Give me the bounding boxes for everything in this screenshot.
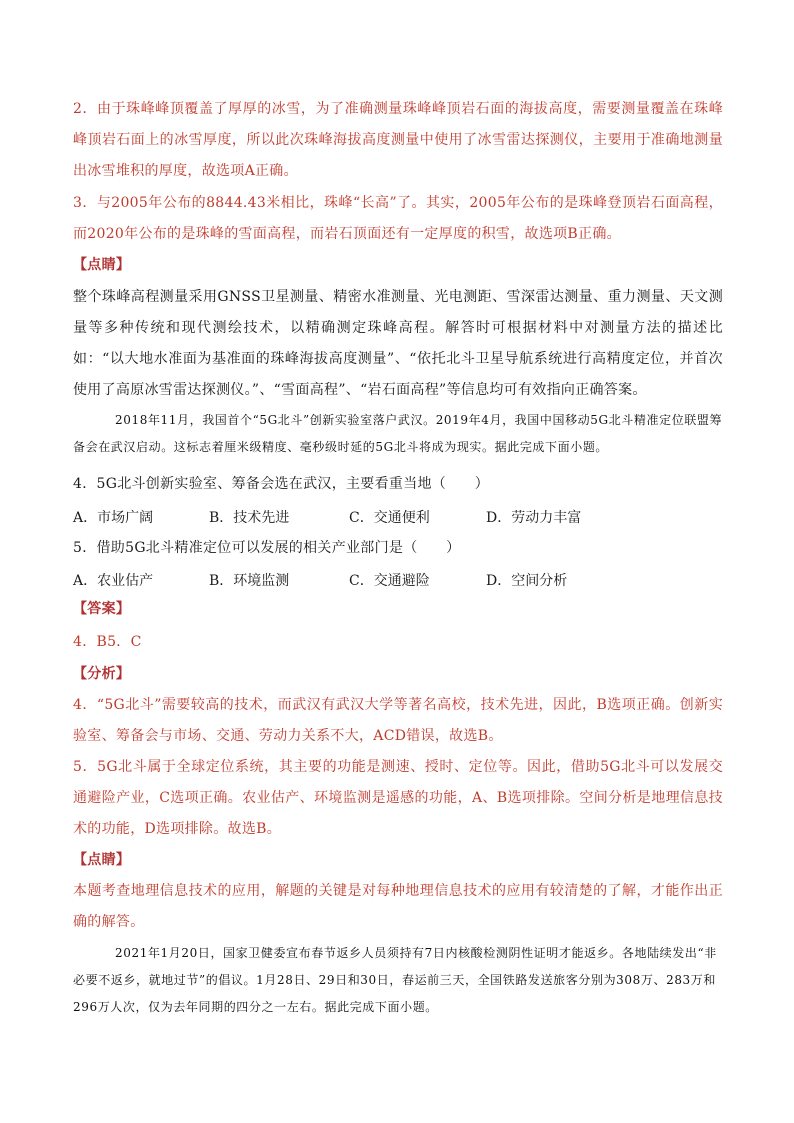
dianjing-paragraph-2: 本题考查地理信息技术的应用，解题的关键是对每种地理信息技术的应用有较清楚的了解，才能作出正确的解答。 xyxy=(73,883,723,930)
analysis-q4: 4．“5G北斗”需要较高的技术，而武汉有武汉大学等著名高校，技术先进，因此，B选项正确。创新实验室、筹备会与市场、交通、劳动力关系不大，ACD错误，故选B。 xyxy=(73,697,723,744)
question-4-options xyxy=(73,507,733,535)
q4-option-d: D．劳动力丰富 xyxy=(486,510,582,526)
explanation-q3: 3．与2005年公布的8844.43米相比，珠峰“长高”了。其实，2005年公布的是珠峰登顶岩石面高程，而2020年公布的是珠峰的雪面高程，而岩石顶面还有一定厚度的积雪，故选项B正确。 xyxy=(73,195,723,242)
q4-option-a: A．市场广阔 xyxy=(73,510,154,526)
question-5: 5．借助5G北斗精准定位可以发展的相关产业部门是（ ） xyxy=(73,540,461,556)
q5-option-c: C．交通避险 xyxy=(349,573,430,589)
q4-option-c: C．交通便利 xyxy=(349,510,430,526)
answer-text: 4．B5．C xyxy=(73,634,142,650)
q5-option-a: A．农业估产 xyxy=(73,573,154,589)
tag-answer: 【答案】 xyxy=(73,601,131,617)
q4-option-b: B．技术先进 xyxy=(209,510,290,526)
material-spring-festival: 2021年1月20日，国家卫健委宣布春节返乡人员须持有7日内核酸检测阴性证明才能返乡。各地陆续发出“非必要不返乡，就地过节”的倡议。1月28日、29日和30日，春运前三天，全国铁路发送旅客分别为308万、283万和296万人次，仅为去年同期的四分之一左右。据此完成下面小题。 xyxy=(73,946,717,1014)
q5-option-b: B．环境监测 xyxy=(209,573,290,589)
material-5g-beidou: 2018年11月，我国首个“5G北斗”创新实验室落户武汉。2019年4月，我国中国移动5G北斗精准定位联盟筹备会在武汉启动。这标志着厘米级精度、毫秒级时延的5G北斗将成为现实。据此完成下面小题。 xyxy=(73,413,723,454)
dianjing-paragraph: 整个珠峰高程测量采用GNSS卫星测量、精密水准测量、光电测距、雪深雷达测量、重力测量、天文测量等多种传统和现代测绘技术，以精确测定珠峰高程。解答时可根据材料中对测量方法的描述比如：“以大地水准面为基准面的珠峰海拔高度测量”、“依托北斗卫星导航系统进行高精度定位，并首次使用了高原冰雪雷达探测仪。”、“雪面高程”、“岩石面高程”等信息均可有效指向正确答案。 xyxy=(73,289,723,398)
analysis-q5: 5．5G北斗属于全球定位系统，其主要的功能是测速、授时、定位等。因此，借助5G北斗可以发展交通避险产业，C选项正确。农业估产、环境监测是遥感的功能，A、B选项排除。空间分析是地理信息技术的功能，D选项排除。故选B。 xyxy=(73,759,723,837)
tag-analysis: 【分析】 xyxy=(73,666,131,682)
explanation-q2: 2．由于珠峰峰顶覆盖了厚厚的冰雪，为了准确测量珠峰峰顶岩石面的海拔高度，需要测量覆盖在珠峰峰顶岩石面上的冰雪厚度，所以此次珠峰海拔高度测量中使用了冰雪雷达探测仪，主要用于准确地测量出冰雪堆积的厚度，故选项A正确。 xyxy=(73,101,723,179)
tag-dianjing: 【点睛】 xyxy=(73,257,131,273)
tag-dianjing-2: 【点睛】 xyxy=(73,852,131,868)
q5-option-d: D．空间分析 xyxy=(486,573,568,589)
question-4: 4．5G北斗创新实验室、筹备会选在武汉，主要看重当地（ ） xyxy=(73,476,489,492)
